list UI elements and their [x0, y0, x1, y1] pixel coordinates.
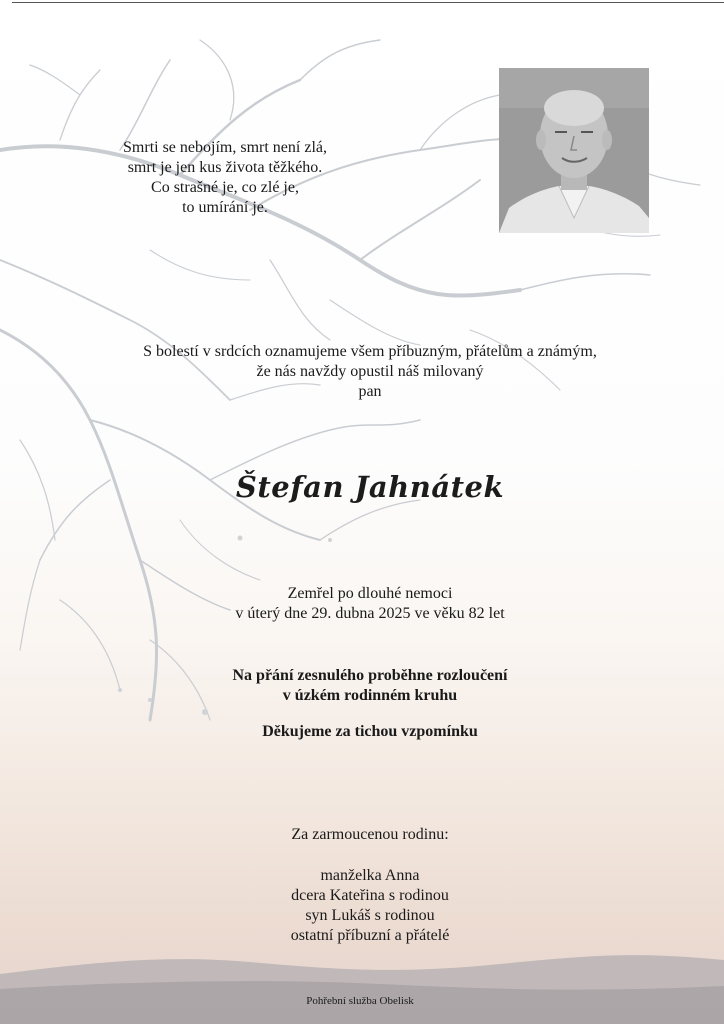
- deceased-name: Štefan Jahnátek: [235, 470, 505, 504]
- poem-line: to umírání je.: [182, 199, 268, 216]
- mourners-title: Za zarmoucenou rodinu:: [291, 826, 449, 843]
- mourners-list: [230, 866, 510, 946]
- announcement-line: že nás navždy opustil náš milovaný: [256, 363, 484, 380]
- farewell-notice: [180, 666, 560, 706]
- hills-background: [0, 934, 724, 1024]
- poem-line: smrt je jen kus života těžkého.: [127, 159, 323, 176]
- farewell-line: v úzkém rodinném kruhu: [282, 687, 458, 704]
- thanks-line: Děkujeme za tichou vzpomínku: [262, 723, 478, 740]
- portrait-photo: [499, 68, 649, 233]
- poem-line: Co strašné je, co zlé je,: [151, 179, 299, 196]
- announcement: [100, 342, 640, 402]
- poem-line: Smrti se nebojím, smrt není zlá,: [123, 139, 327, 156]
- funeral-service-footer: Pohřební služba Obelisk: [306, 995, 414, 1007]
- announcement-line: S bolestí v srdcích oznamujeme všem příbuzným, přátelům a známým,: [143, 343, 597, 360]
- mourner: dcera Kateřina s rodinou: [291, 887, 449, 904]
- announcement-line: pan: [358, 383, 382, 400]
- mourner: syn Lukáš s rodinou: [305, 907, 435, 924]
- farewell-line: Na přání zesnulého proběhne rozloučení: [232, 667, 508, 684]
- poem: [95, 138, 355, 218]
- death-info: [210, 584, 530, 624]
- mourner: ostatní příbuzní a přátelé: [290, 927, 450, 944]
- mourner: manželka Anna: [320, 867, 420, 884]
- death-line: Zemřel po dlouhé nemoci: [287, 585, 453, 602]
- death-line: v úterý dne 29. dubna 2025 ve věku 82 let: [235, 605, 505, 622]
